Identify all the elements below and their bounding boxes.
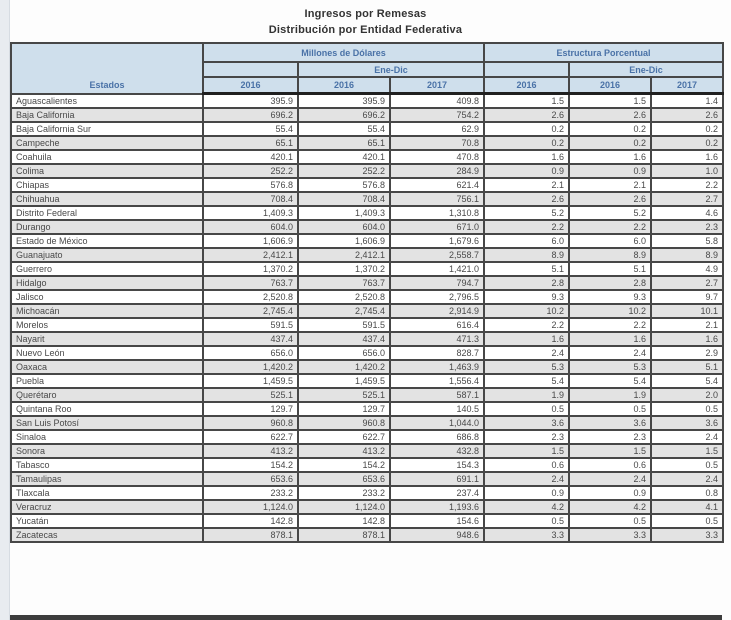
table-row [11,430,723,444]
value-cell: 691.1 [390,472,484,486]
table-row [11,472,723,486]
table-row [11,402,723,416]
value-cell: 576.8 [298,178,390,192]
value-cell: 2.0 [651,388,723,402]
value-cell: 591.5 [298,318,390,332]
value-cell: 1.6 [651,150,723,164]
value-cell: 2.4 [484,346,569,360]
value-cell: 1.9 [569,388,651,402]
value-cell: 3.6 [651,416,723,430]
table-row [11,388,723,402]
value-cell: 3.6 [484,416,569,430]
table-row [11,500,723,514]
value-cell: 142.8 [203,514,298,528]
value-cell: 2,558.7 [390,248,484,262]
value-cell: 708.4 [298,192,390,206]
value-cell: 754.2 [390,108,484,122]
value-cell: 960.8 [203,416,298,430]
table-row [11,416,723,430]
value-cell: 2.2 [484,318,569,332]
value-cell: 587.1 [390,388,484,402]
value-cell: 65.1 [298,136,390,150]
value-cell: 671.0 [390,220,484,234]
value-cell: 10.2 [484,304,569,318]
value-cell: 2.7 [651,192,723,206]
value-cell: 154.2 [298,458,390,472]
value-cell: 1,420.2 [298,360,390,374]
state-name-cell: Veracruz [11,500,203,514]
table-row [11,94,723,109]
value-cell: 413.2 [298,444,390,458]
value-cell: 2,412.1 [203,248,298,262]
value-cell: 8.9 [484,248,569,262]
value-cell: 1.5 [569,94,651,109]
value-cell: 2.4 [484,472,569,486]
state-name-cell: Colima [11,164,203,178]
table-row [11,346,723,360]
state-name-cell: Estado de México [11,234,203,248]
value-cell: 0.2 [569,136,651,150]
value-cell: 1.4 [651,94,723,109]
value-cell: 0.9 [569,164,651,178]
value-cell: 154.2 [203,458,298,472]
value-cell: 8.9 [569,248,651,262]
value-cell: 2.4 [569,472,651,486]
value-cell: 0.5 [484,402,569,416]
value-cell: 696.2 [298,108,390,122]
value-cell: 2.2 [651,178,723,192]
value-cell: 0.2 [569,122,651,136]
value-cell: 6.0 [484,234,569,248]
value-cell: 0.2 [484,122,569,136]
value-cell: 129.7 [298,402,390,416]
value-cell: 0.5 [569,402,651,416]
value-cell: 413.2 [203,444,298,458]
state-name-cell: Aguascalientes [11,94,203,109]
table-row [11,192,723,206]
state-name-cell: Guanajuato [11,248,203,262]
value-cell: 3.3 [651,528,723,542]
value-cell: 2,520.8 [298,290,390,304]
year-header-usd-ene-dic-2016: 2016 [298,77,390,94]
value-cell: 1,409.3 [298,206,390,220]
table-row [11,178,723,192]
year-header-usd-2016: 2016 [203,77,298,94]
value-cell: 2.6 [484,192,569,206]
value-cell: 4.9 [651,262,723,276]
year-header-pct-2016: 2016 [484,77,569,94]
value-cell: 0.5 [651,514,723,528]
value-cell: 1,421.0 [390,262,484,276]
value-cell: 0.6 [569,458,651,472]
value-cell: 525.1 [298,388,390,402]
value-cell: 3.3 [484,528,569,542]
value-cell: 525.1 [203,388,298,402]
value-cell: 1,193.6 [390,500,484,514]
value-cell: 2.3 [569,430,651,444]
value-cell: 0.5 [569,514,651,528]
value-cell: 1,459.5 [298,374,390,388]
value-cell: 622.7 [203,430,298,444]
value-cell: 2.2 [484,220,569,234]
value-cell: 4.2 [484,500,569,514]
table-row [11,206,723,220]
state-name-cell: Hidalgo [11,276,203,290]
state-name-cell: Tamaulipas [11,472,203,486]
value-cell: 233.2 [298,486,390,500]
value-cell: 2.2 [569,318,651,332]
value-cell: 9.7 [651,290,723,304]
state-name-cell: Michoacán [11,304,203,318]
table-body [11,94,723,543]
table-row [11,486,723,500]
table-row [11,150,723,164]
value-cell: 1.0 [651,164,723,178]
value-cell: 1.6 [484,332,569,346]
value-cell: 252.2 [298,164,390,178]
value-cell: 10.1 [651,304,723,318]
value-cell: 437.4 [203,332,298,346]
table-row [11,318,723,332]
value-cell: 763.7 [203,276,298,290]
state-name-cell: Quintana Roo [11,402,203,416]
value-cell: 591.5 [203,318,298,332]
value-cell: 0.5 [651,458,723,472]
table-row [11,220,723,234]
value-cell: 1.6 [651,332,723,346]
table-row [11,136,723,150]
value-cell: 0.2 [651,136,723,150]
value-cell: 129.7 [203,402,298,416]
value-cell: 948.6 [390,528,484,542]
value-cell: 696.2 [203,108,298,122]
state-name-cell: Campeche [11,136,203,150]
group-header-estructura-porcentual: Estructura Porcentual [484,43,723,62]
table-row [11,234,723,248]
value-cell: 0.9 [484,486,569,500]
value-cell: 237.4 [390,486,484,500]
table-header [11,43,723,94]
state-name-cell: Nayarit [11,332,203,346]
value-cell: 1,606.9 [298,234,390,248]
report-subtitle: Distribución por Entidad Federativa [268,24,463,36]
value-cell: 5.1 [569,262,651,276]
subheader-ene-dic-pct: Ene-Dic [569,62,723,77]
state-name-cell: Morelos [11,318,203,332]
value-cell: 395.9 [298,94,390,109]
value-cell: 0.8 [651,486,723,500]
state-name-cell: San Luis Potosí [11,416,203,430]
value-cell: 1.6 [484,150,569,164]
value-cell: 1,044.0 [390,416,484,430]
table-row [11,360,723,374]
table-row [11,514,723,528]
value-cell: 4.6 [651,206,723,220]
value-cell: 794.7 [390,276,484,290]
value-cell: 2,796.5 [390,290,484,304]
value-cell: 1,420.2 [203,360,298,374]
value-cell: 960.8 [298,416,390,430]
value-cell: 4.1 [651,500,723,514]
table-row [11,164,723,178]
report-header [0,0,731,38]
remittances-table [10,42,724,543]
value-cell: 1.5 [484,94,569,109]
value-cell: 3.6 [569,416,651,430]
state-name-cell: Guerrero [11,262,203,276]
value-cell: 1.5 [484,444,569,458]
value-cell: 2.8 [484,276,569,290]
value-cell: 1.5 [651,444,723,458]
table-row [11,290,723,304]
value-cell: 1,463.9 [390,360,484,374]
table-bottom-cutoff-row [10,615,722,620]
table-row [11,374,723,388]
value-cell: 604.0 [298,220,390,234]
value-cell: 1.9 [484,388,569,402]
value-cell: 2.2 [569,220,651,234]
table-row [11,122,723,136]
value-cell: 828.7 [390,346,484,360]
value-cell: 2.7 [651,276,723,290]
value-cell: 5.3 [484,360,569,374]
page-left-margin [0,0,10,620]
group-header-millones-de-dolares: Millones de Dólares [203,43,484,62]
value-cell: 2.4 [569,346,651,360]
value-cell: 5.3 [569,360,651,374]
year-header-usd-ene-dic-2017: 2017 [390,77,484,94]
state-name-cell: Baja California [11,108,203,122]
value-cell: 2.6 [569,192,651,206]
value-cell: 6.0 [569,234,651,248]
value-cell: 1,409.3 [203,206,298,220]
state-name-cell: Nuevo León [11,346,203,360]
value-cell: 142.8 [298,514,390,528]
state-name-cell: Zacatecas [11,528,203,542]
table-row [11,458,723,472]
value-cell: 1,679.6 [390,234,484,248]
value-cell: 1,370.2 [203,262,298,276]
value-cell: 8.9 [651,248,723,262]
value-cell: 284.9 [390,164,484,178]
value-cell: 5.1 [484,262,569,276]
value-cell: 2.6 [484,108,569,122]
value-cell: 2,745.4 [203,304,298,318]
table-row [11,276,723,290]
value-cell: 756.1 [390,192,484,206]
value-cell: 470.8 [390,150,484,164]
table-row [11,304,723,318]
state-name-cell: Puebla [11,374,203,388]
value-cell: 70.8 [390,136,484,150]
state-name-cell: Distrito Federal [11,206,203,220]
value-cell: 437.4 [298,332,390,346]
value-cell: 878.1 [203,528,298,542]
value-cell: 5.2 [569,206,651,220]
value-cell: 1,556.4 [390,374,484,388]
state-name-cell: Tlaxcala [11,486,203,500]
value-cell: 653.6 [298,472,390,486]
table-row [11,248,723,262]
value-cell: 2,745.4 [298,304,390,318]
value-cell: 1,124.0 [203,500,298,514]
value-cell: 2.6 [569,108,651,122]
year-header-pct-ene-dic-2017: 2017 [651,77,723,94]
value-cell: 622.7 [298,430,390,444]
value-cell: 420.1 [298,150,390,164]
value-cell: 5.4 [484,374,569,388]
value-cell: 2,520.8 [203,290,298,304]
value-cell: 604.0 [203,220,298,234]
report-title: Ingresos por Remesas [304,8,427,20]
value-cell: 409.8 [390,94,484,109]
state-name-cell: Tabasco [11,458,203,472]
value-cell: 420.1 [203,150,298,164]
subheader-ene-dic-usd: Ene-Dic [298,62,484,77]
table-row [11,528,723,542]
value-cell: 0.5 [484,514,569,528]
table-row [11,108,723,122]
state-name-cell: Durango [11,220,203,234]
state-name-cell: Yucatán [11,514,203,528]
state-name-cell: Chiapas [11,178,203,192]
state-name-cell: Oaxaca [11,360,203,374]
value-cell: 1,459.5 [203,374,298,388]
value-cell: 1.5 [569,444,651,458]
value-cell: 576.8 [203,178,298,192]
value-cell: 2.8 [569,276,651,290]
year-header-pct-ene-dic-2016: 2016 [569,77,651,94]
value-cell: 65.1 [203,136,298,150]
value-cell: 10.2 [569,304,651,318]
value-cell: 653.6 [203,472,298,486]
value-cell: 621.4 [390,178,484,192]
value-cell: 9.3 [484,290,569,304]
value-cell: 656.0 [298,346,390,360]
value-cell: 1,606.9 [203,234,298,248]
table-row [11,444,723,458]
value-cell: 708.4 [203,192,298,206]
value-cell: 2.4 [651,472,723,486]
value-cell: 2.1 [484,178,569,192]
value-cell: 2.6 [651,108,723,122]
value-cell: 1.6 [569,332,651,346]
value-cell: 0.9 [484,164,569,178]
state-name-cell: Sonora [11,444,203,458]
value-cell: 1,124.0 [298,500,390,514]
value-cell: 1,370.2 [298,262,390,276]
value-cell: 55.4 [203,122,298,136]
value-cell: 0.5 [651,402,723,416]
value-cell: 233.2 [203,486,298,500]
value-cell: 471.3 [390,332,484,346]
value-cell: 432.8 [390,444,484,458]
spacer-header-cell [484,62,569,77]
value-cell: 5.4 [651,374,723,388]
value-cell: 140.5 [390,402,484,416]
column-header-estados: Estados [11,43,203,94]
table-row [11,332,723,346]
value-cell: 2,914.9 [390,304,484,318]
state-name-cell: Sinaloa [11,430,203,444]
value-cell: 5.2 [484,206,569,220]
value-cell: 5.1 [651,360,723,374]
state-name-cell: Coahuila [11,150,203,164]
table-row [11,262,723,276]
value-cell: 878.1 [298,528,390,542]
value-cell: 616.4 [390,318,484,332]
value-cell: 5.4 [569,374,651,388]
state-name-cell: Baja California Sur [11,122,203,136]
value-cell: 5.8 [651,234,723,248]
value-cell: 1,310.8 [390,206,484,220]
value-cell: 686.8 [390,430,484,444]
value-cell: 0.2 [484,136,569,150]
value-cell: 252.2 [203,164,298,178]
value-cell: 2.4 [651,430,723,444]
value-cell: 154.6 [390,514,484,528]
value-cell: 2,412.1 [298,248,390,262]
value-cell: 0.2 [651,122,723,136]
value-cell: 4.2 [569,500,651,514]
state-name-cell: Querétaro [11,388,203,402]
value-cell: 3.3 [569,528,651,542]
value-cell: 62.9 [390,122,484,136]
value-cell: 395.9 [203,94,298,109]
value-cell: 656.0 [203,346,298,360]
value-cell: 763.7 [298,276,390,290]
value-cell: 0.9 [569,486,651,500]
value-cell: 1.6 [569,150,651,164]
value-cell: 9.3 [569,290,651,304]
state-name-cell: Jalisco [11,290,203,304]
value-cell: 2.1 [651,318,723,332]
value-cell: 2.3 [651,220,723,234]
state-name-cell: Chihuahua [11,192,203,206]
value-cell: 2.9 [651,346,723,360]
value-cell: 154.3 [390,458,484,472]
value-cell: 2.3 [484,430,569,444]
value-cell: 55.4 [298,122,390,136]
value-cell: 0.6 [484,458,569,472]
spacer-header-cell [203,62,298,77]
value-cell: 2.1 [569,178,651,192]
